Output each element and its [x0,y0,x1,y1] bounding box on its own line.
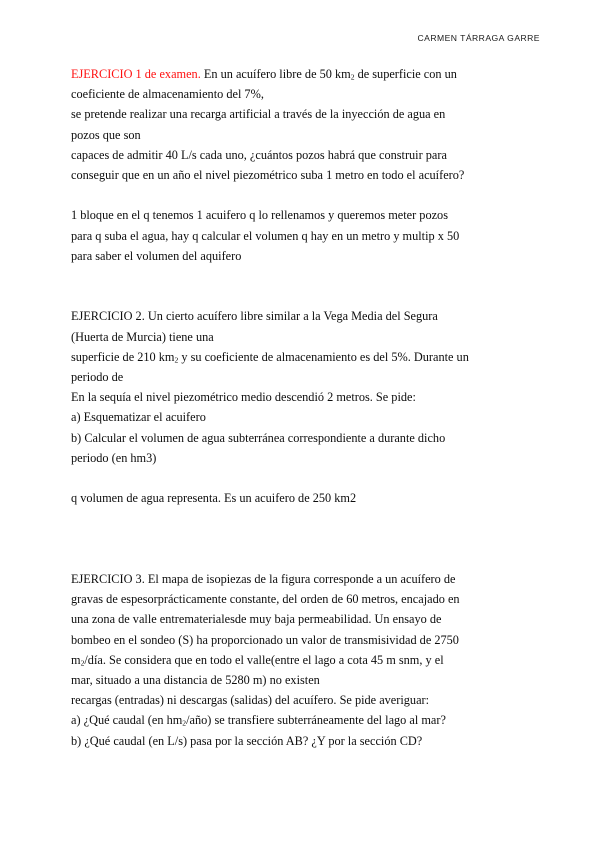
exercise-3-m-exponent: 2 [80,658,85,668]
exercise-3-line-1: EJERCICIO 3. El mapa de isopiezas de la figura corresponde a un acuífero de [71,572,456,586]
exercise-3-line-6: mar, situado a una distancia de 5280 m) no existen [71,673,320,688]
exercise-3-line-2: gravas de espesorprácticamente constante, del orden de 60 metros, encajado en [71,592,460,607]
spacer-after-exercise-1 [71,185,517,205]
spacer-after-exercise-2 [71,468,517,488]
exercise-1-line-6: conseguir que en un año el nivel piezométrico suba 1 metro en todo el acuífero? [71,168,465,183]
exercise-2-line-3-tail: y su coeficiente de almacenamiento es del 5%. Durante un [178,349,469,364]
exercise-2-line-5: En la sequía el nivel piezométrico medio descendió 2 metros. Se pide: [71,390,416,405]
exercise-1-line-3: se pretende realizar una recarga artificial a través de la inyección de agua en [71,107,446,122]
exercise-3-hm-exponent: 2 [182,718,187,728]
exercise-1-title: EJERCICIO 1 de examen. [71,67,201,81]
exercise-3-line-7: recargas (entradas) ni descargas (salidas) del acuífero. Se pide averiguar: [71,693,430,708]
note-1-block [71,205,517,266]
exercise-1-line-1 [71,64,517,84]
note-2-block [71,488,517,508]
spacer-after-note-2 [71,508,517,548]
exercise-2-item-a: a) Esquematizar el acuifero [71,410,206,425]
exercise-3-item-a-tail: /año) se transfiere subterráneamente del lago al mar? [186,713,446,728]
exercise-1-line-1-tail: de superficie con un [354,67,457,81]
exercise-2-line-4: periodo de [71,370,124,385]
note-1-line-3: para saber el volumen del aquifero [71,248,242,263]
exercise-2-block [71,306,517,468]
exercise-3-item-a-head: a) ¿Qué caudal (en hm [71,713,183,728]
exercise-1-line-2: coeficiente de almacenamiento del 7%, [71,87,264,102]
note-2-line-1: q volumen de agua representa. Es un acuifero de 250 km2 [71,491,357,506]
exercise-3-block [71,569,517,751]
exercise-3-line-5-head: m [71,652,81,667]
exercise-3-item-b: b) ¿Qué caudal (en L/s) pasa por la sección AB? ¿Y por la sección CD? [71,733,423,748]
exercise-2-km-exponent: 2 [174,355,179,365]
exercise-3-line-3: una zona de valle entrematerialesde muy baja permeabilidad. Un ensayo de [71,612,442,627]
document-header-author: CARMEN TÁRRAGA GARRE [417,33,540,43]
exercise-3-line-5-tail: /día. Se considera que en todo el valle(entre el lago a cota 45 m snm, y el [84,652,444,667]
exercise-1-line-4: pozos que son [71,127,141,142]
exercise-3-line-5 [71,650,517,670]
note-1-line-2: para q suba el agua, hay q calcular el volumen q hay en un metro y multip x 50 [71,228,460,243]
exercise-1-line-5: capaces de admitir 40 L/s cada uno, ¿cuántos pozos habrá que construir para [71,147,447,162]
exercise-1-block [71,64,517,185]
exercise-2-line-1: EJERCICIO 2. Un cierto acuífero libre similar a la Vega Media del Segura [71,309,438,324]
spacer-before-exercise-3 [71,549,517,569]
exercise-3-item-a [71,710,517,730]
exercise-3-line-4: bombeo en el sondeo (S) ha proporcionado un valor de transmisividad de 2750 [71,632,459,647]
exercise-2-line-3-head: superficie de 210 km [71,349,175,364]
spacer-after-note-1 [71,266,517,306]
exercise-1-km-exponent: 2 [350,72,355,82]
exercise-2-line-3 [71,347,517,367]
exercise-1-line-1-rest: En un acuífero libre de 50 km [200,67,351,81]
exercise-2-line-8: periodo (en hm3) [71,450,157,465]
note-1-line-1: 1 bloque en el q tenemos 1 acuifero q lo rellenamos y queremos meter pozos [71,208,448,223]
exercise-2-item-b: b) Calcular el volumen de agua subterránea correspondiente a durante dicho [71,430,446,445]
exercise-2-line-2: (Huerta de Murcia) tiene una [71,329,214,344]
document-body [71,64,517,751]
